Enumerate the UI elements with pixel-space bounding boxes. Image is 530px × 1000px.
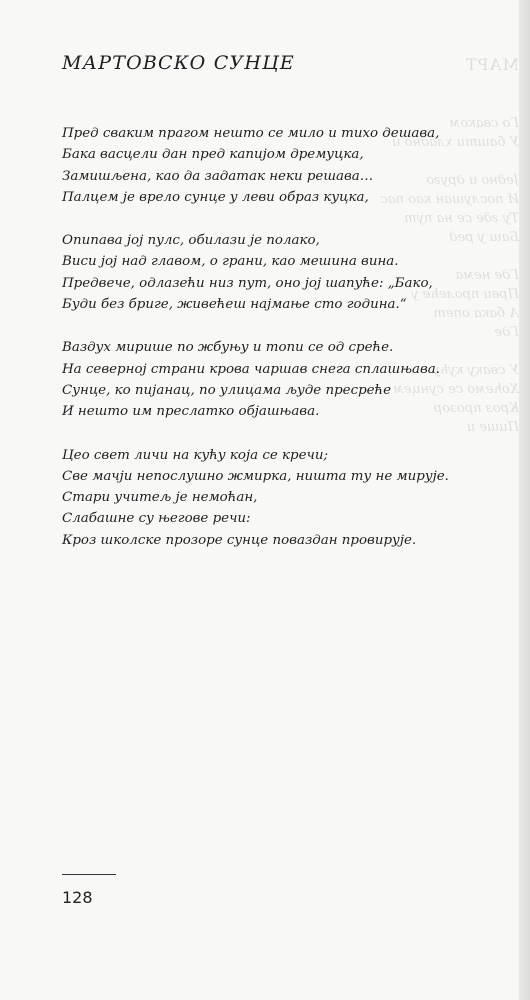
poem-line: Кроз школске прозоре сунце поваздан провирује.: [62, 532, 417, 548]
poem-line: Виси јој над главом, о грани, као мешина вина.: [62, 254, 399, 270]
poem-line: Бака васцели дан пред капијом дремуцка,: [62, 147, 364, 163]
poem-line: Сунце, ко пијанац, по улицама људе пресреће: [62, 382, 392, 398]
poem-body: [62, 123, 502, 573]
poem-line: Пред сваким прагом нешто се мило и тихо дешава,: [62, 126, 440, 141]
poem-line: Буди без бриге, живећеш најмање сто година.“: [62, 297, 407, 313]
page-edge: [519, 0, 530, 1000]
poem-line: Све мачји непослушно жмирка, ништа ту не мирује.: [62, 468, 449, 484]
poem-line: Ваздух мирише по жбуњу и топи се од среће.: [62, 340, 394, 356]
show-through-text: МАРТ Го сваком У башти хладно и Једно и друго И послушан као пас Ту где се на пут Баш у ред Где нема Први пролеће у А бака опет Где У сваку кућу Хоћемо се сунцем Кроз прозор Пише и: [380, 55, 519, 435]
poem-line: Слабашне су његове речи:: [62, 511, 251, 527]
poem-line: Опипава јој пулс, обилази је полако,: [62, 233, 320, 249]
stanza-1: [62, 123, 502, 208]
stanza-2: [62, 230, 502, 315]
stanza-3: [62, 337, 502, 422]
poem-line: Замишљена, као да задатак неки решава…: [62, 168, 374, 184]
poem-line: И нешто им преслатко објашњава.: [62, 404, 320, 420]
poem-line: Стари учитељ је немоћан,: [62, 490, 258, 506]
poem-line: Палцем је врело сунце у леви образ куцка,: [62, 189, 369, 205]
poem-title: МАРТОВСКО СУНЦЕ: [62, 52, 295, 74]
page-number: 128: [62, 888, 93, 907]
poem-line: Цео свет личи на кућу која се кречи;: [62, 447, 329, 463]
footer-rule: [62, 874, 116, 875]
poem-line: На северној страни крова чаршав снега сплашњава.: [62, 361, 440, 377]
stanza-4: [62, 445, 502, 551]
poem-line: Предвече, одлазећи низ пут, оно јој шапуће: „Бако,: [62, 275, 433, 291]
